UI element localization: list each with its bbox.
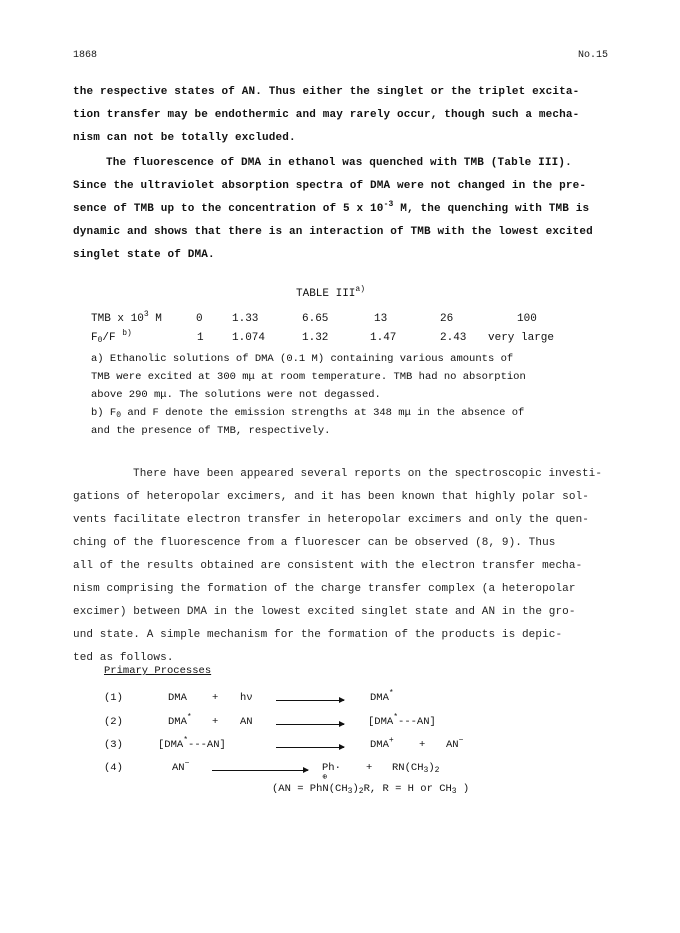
subscript: 2	[358, 787, 364, 796]
table-label-text: F	[91, 332, 98, 344]
plus-sign: +	[212, 716, 219, 728]
paragraph2-text: M, the quenching with TMB is	[393, 203, 590, 215]
table-cell: 0	[196, 313, 203, 325]
reactant	[172, 759, 190, 774]
footnote-a-line: above 290 mμ. The solutions were not degassed.	[91, 389, 381, 401]
reactant-text: DMA	[168, 716, 187, 728]
reaction-arrow	[276, 724, 344, 725]
product: Ph·	[322, 762, 341, 774]
footnote-b-line: and the presence of TMB, respectively.	[91, 425, 331, 437]
step-number: (1)	[104, 692, 123, 704]
plus-sign: +	[366, 762, 373, 774]
table-row2-label	[91, 329, 132, 345]
reaction-arrow	[212, 770, 308, 771]
table-label-text: TMB x 10	[91, 313, 144, 325]
footnote-a-line: TMB were excited at 300 mμ at room temperature. TMB had no absorption	[91, 371, 526, 383]
footnote-sub: 0	[116, 411, 122, 420]
reactant	[158, 736, 226, 751]
charge-mark: −	[184, 759, 190, 768]
quaternary-nitrogen	[322, 773, 329, 795]
note-text: R, R = H or CH	[363, 783, 452, 795]
paragraph3-line: all of the results obtained are consistent with the electron transfer mecha-	[73, 560, 583, 572]
paragraph3-line: und state. A simple mechanism for the formation of the products is depic-	[73, 629, 563, 641]
paragraph3-line: excimer) between DMA in the lowest excited singlet state and AN in the gro-	[73, 606, 576, 618]
paragraph3-line: vents facilitate electron transfer in heteropolar excimers and only the quen-	[73, 514, 589, 526]
product	[368, 713, 436, 728]
reactant: hν	[240, 692, 253, 704]
table-cell: very large	[488, 332, 555, 344]
note-text: (AN = Ph	[272, 783, 323, 795]
note-text: )	[352, 783, 359, 795]
table-label-text: /F	[102, 332, 116, 344]
product	[370, 689, 394, 704]
an-definition	[272, 773, 470, 796]
exponent: -3	[383, 200, 394, 209]
step-number: (3)	[104, 739, 123, 751]
paragraph3-line: ted as follows.	[73, 652, 174, 664]
product-text: )	[428, 762, 435, 774]
paragraph1-line: tion transfer may be endothermic and may rarely occur, though such a mecha-	[73, 109, 580, 121]
paragraph2-line: Since the ultraviolet absorption spectra of DMA were not changed in the pre-	[73, 180, 587, 192]
product	[392, 762, 439, 774]
table-title	[296, 285, 366, 300]
product-text: ---AN]	[398, 716, 436, 728]
step-number: (4)	[104, 762, 123, 774]
product	[370, 736, 394, 751]
paragraph3-line: nism comprising the formation of the charge transfer complex (a heteropolar	[73, 583, 576, 595]
table-label-text: M	[148, 313, 162, 325]
reactant: AN	[240, 716, 253, 728]
paragraph2-text: sence of TMB up to the concentration of 5 x 10	[73, 203, 384, 215]
paragraph2-line	[73, 200, 590, 215]
product	[446, 736, 464, 751]
excited-mark: *	[393, 713, 399, 722]
paragraph2-line: The fluorescence of DMA in ethanol was quenched with TMB (Table III).	[106, 157, 572, 169]
step-number: (2)	[104, 716, 123, 728]
table-cell: 100	[517, 313, 537, 325]
table-label-exp: 3	[143, 310, 149, 319]
subscript: 2	[434, 766, 440, 775]
charge-circle-icon: ⊕	[322, 773, 328, 782]
charge-mark: −	[458, 736, 464, 745]
table-cell: 1.074	[232, 332, 266, 344]
footnote-text: and F denote the emission strengths at 348 mμ in the absence of	[121, 407, 525, 419]
paragraph3-line: ching of the fluorescence from a fluorescer can be observed (8, 9). Thus	[73, 537, 556, 549]
note-text: )	[456, 783, 470, 795]
excited-mark: *	[186, 713, 192, 722]
table-cell: 6.65	[302, 313, 329, 325]
processes-heading: Primary Processes	[104, 665, 212, 677]
excited-mark: *	[183, 736, 189, 745]
reactant: DMA	[168, 692, 187, 704]
table-cell: 2.43	[440, 332, 467, 344]
reaction-arrow	[276, 700, 344, 701]
charge-mark: +	[388, 736, 394, 745]
subscript: 3	[347, 787, 353, 796]
table-label-sup: b)	[122, 329, 132, 338]
footnote-text: b) F	[91, 407, 117, 419]
product-text: AN	[446, 739, 459, 751]
table-cell: 1.33	[232, 313, 259, 325]
table-cell: 1.47	[370, 332, 397, 344]
table-cell: 1	[197, 332, 204, 344]
paragraph2-line: singlet state of DMA.	[73, 249, 215, 261]
table-cell: 1.32	[302, 332, 329, 344]
page-number: 1868	[73, 50, 98, 61]
product-text: DMA	[370, 739, 389, 751]
table-title-text: TABLE III	[296, 288, 356, 300]
reaction-arrow	[276, 747, 344, 748]
footnote-b-line	[91, 407, 524, 419]
paragraph2-line: dynamic and shows that there is an interaction of TMB with the lowest excited	[73, 226, 593, 238]
reactant-text: AN	[172, 762, 185, 774]
subscript: 3	[451, 787, 457, 796]
reactant-text: ---AN]	[188, 739, 226, 751]
paragraph1-line: the respective states of AN. Thus either the singlet or the triplet excita-	[73, 86, 580, 98]
issue-number: No.15	[577, 50, 608, 61]
note-text: N	[322, 783, 329, 795]
excited-mark: *	[388, 689, 394, 698]
plus-sign: +	[212, 692, 219, 704]
subscript: 3	[423, 766, 429, 775]
footnote-a-line: a) Ethanolic solutions of DMA (0.1 M) containing various amounts of	[91, 353, 514, 365]
product-text: DMA	[370, 692, 389, 704]
table-row1-label	[91, 310, 162, 325]
note-text: (CH	[328, 783, 348, 795]
reactant	[168, 713, 192, 728]
table-cell: 13	[374, 313, 388, 325]
table-title-sup: a)	[355, 285, 366, 294]
table-cell: 26	[440, 313, 454, 325]
paragraph3-line: There have been appeared several reports on the spectroscopic investi-	[133, 468, 603, 480]
reactant-text: [DMA	[158, 739, 184, 751]
table-label-sub: 0	[97, 336, 103, 345]
product-text: [DMA	[368, 716, 394, 728]
paragraph1-line: nism can not be totally excluded.	[73, 132, 296, 144]
product-text: RN(CH	[392, 762, 424, 774]
paragraph3-line: gations of heteropolar excimers, and it has been known that highly polar sol-	[73, 491, 589, 503]
plus-sign: +	[419, 739, 426, 751]
